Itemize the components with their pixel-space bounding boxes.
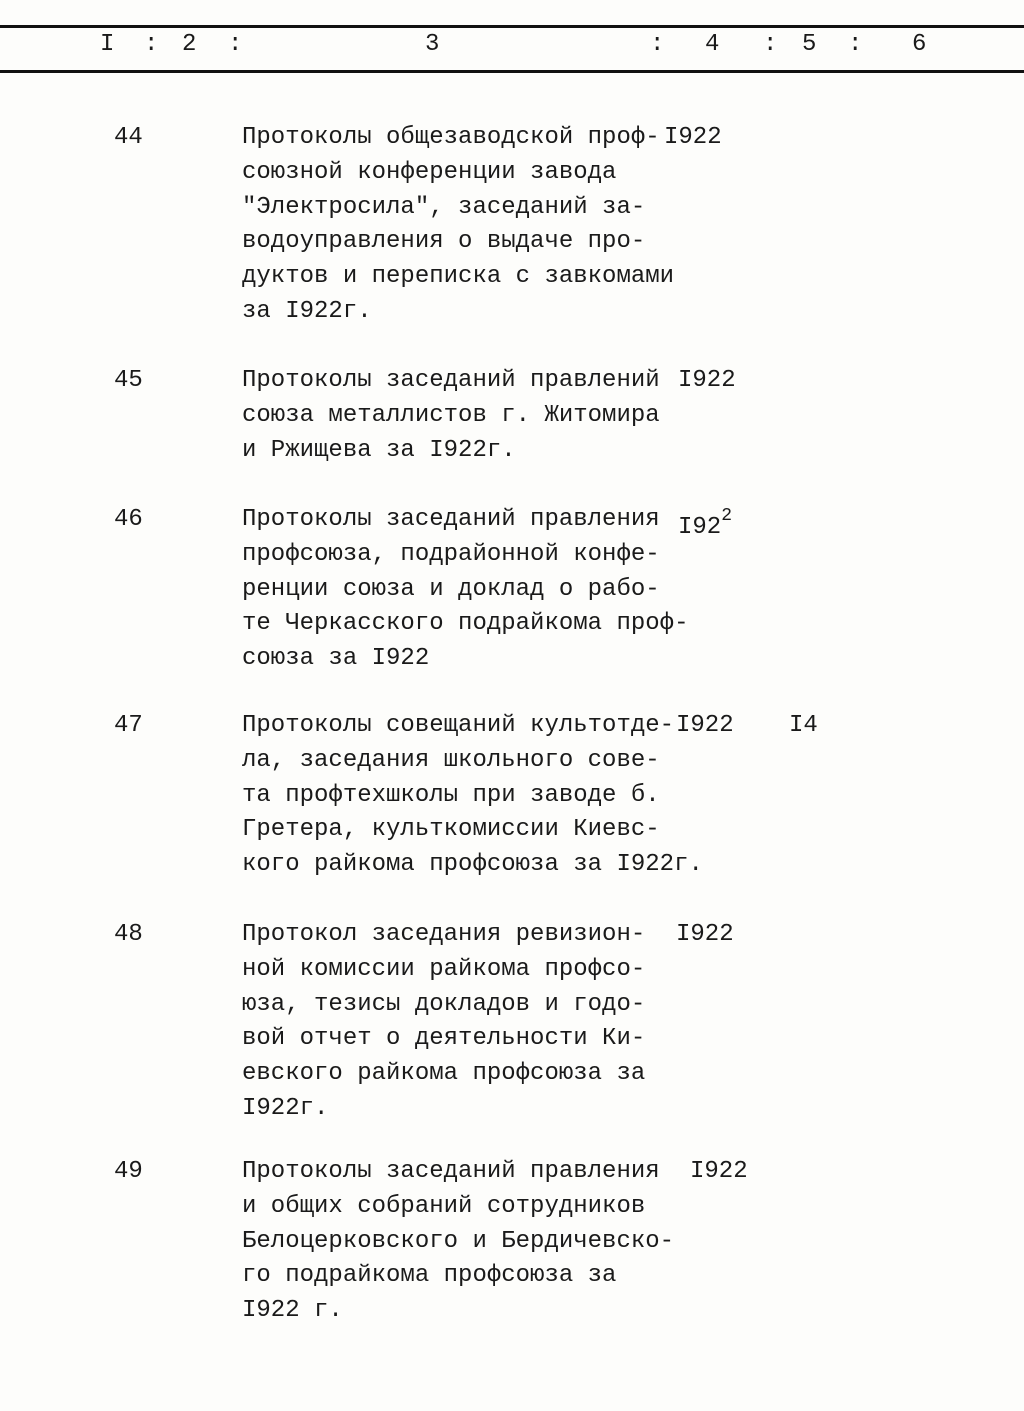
entry-year — [678, 503, 732, 546]
description-line: ренции союза и доклад о рабо- — [242, 575, 660, 603]
entry-year — [664, 121, 722, 156]
description-line: и Ржищева за I922г. — [242, 436, 516, 464]
description-line: та профтехшколы при заводе б. — [242, 781, 660, 809]
description-line: Протоколы совещаний культотде- — [242, 712, 675, 739]
year-text: I922 — [678, 367, 736, 394]
description-line: ной комиссии райкома профсо- — [242, 955, 646, 983]
header-top-rule — [0, 25, 1024, 28]
entry-year — [678, 364, 736, 399]
description-line: и общих собраний сотрудников — [242, 1192, 646, 1220]
entry-year — [676, 918, 734, 953]
entry-description — [242, 503, 688, 677]
description-line: водоуправления о выдаче про- — [242, 228, 646, 256]
year-text: I922 — [676, 712, 734, 739]
description-line: союза за I922 — [242, 645, 430, 673]
description-line: вой отчет о деятельности Ки- — [242, 1025, 646, 1053]
description-line: Протокол заседания ревизион- — [242, 921, 646, 948]
entry-year — [690, 1155, 748, 1190]
entry-number: 48 — [114, 921, 143, 948]
description-line: "Электросила", заседаний за- — [242, 193, 646, 221]
year-text: I922 — [676, 921, 734, 948]
entry-sheets: I4 — [789, 712, 818, 739]
description-line: Белоцерковского и Бердичевско- — [242, 1227, 675, 1255]
entry-number: 47 — [114, 712, 143, 739]
entry-number: 44 — [114, 124, 143, 151]
description-line: го подрайкома профсоюза за — [242, 1262, 617, 1290]
column-1-label: I — [100, 31, 115, 58]
description-line: Протоколы общезаводской проф- — [242, 124, 660, 151]
entry-year — [676, 709, 734, 744]
description-line: профсоюза, подрайонной конфе- — [242, 540, 660, 568]
column-3-label: 3 — [425, 31, 440, 58]
entry-description — [242, 364, 660, 468]
description-line: I922г. — [242, 1094, 329, 1122]
description-line: Протоколы заседаний правления — [242, 1158, 660, 1185]
year-text: I922 — [664, 124, 722, 151]
column-2-label: 2 — [182, 31, 197, 58]
year-text: I92 — [678, 514, 722, 541]
column-separator: : — [848, 31, 863, 58]
column-5-label: 5 — [802, 31, 817, 58]
description-line: ла, заседания школьного сове- — [242, 746, 660, 774]
description-line: кого райкома профсоюза за I922г. — [242, 851, 703, 879]
entry-number: 49 — [114, 1158, 143, 1185]
entry-description — [242, 918, 645, 1127]
description-line: за I922г. — [242, 297, 372, 325]
column-separator: : — [763, 31, 778, 58]
description-line: евского райкома профсоюза за — [242, 1060, 646, 1088]
entry-description — [242, 1155, 674, 1329]
column-separator: : — [144, 31, 159, 58]
year-text: I922 — [690, 1158, 748, 1185]
column-4-label: 4 — [705, 31, 720, 58]
description-line: дуктов и переписка с завкомами — [242, 263, 675, 291]
description-line: союзной конференции завода — [242, 158, 617, 186]
description-line: I922 г. — [242, 1297, 343, 1325]
description-line: Протоколы заседаний правлений — [242, 367, 660, 394]
year-superscript: 2 — [721, 506, 733, 526]
description-line: Гретера, культкомиссии Киевс- — [242, 816, 660, 844]
description-line: союза металлистов г. Житомира — [242, 401, 660, 429]
description-line: те Черкасского подрайкома проф- — [242, 610, 689, 638]
description-line: юза, тезисы докладов и годо- — [242, 990, 646, 1018]
entry-number: 45 — [114, 367, 143, 394]
column-separator: : — [650, 31, 665, 58]
entry-description — [242, 709, 703, 883]
column-6-label: 6 — [912, 31, 927, 58]
entry-description — [242, 121, 674, 330]
entry-number: 46 — [114, 506, 143, 533]
description-line: Протоколы заседаний правления — [242, 506, 660, 533]
header-bottom-rule — [0, 70, 1024, 73]
column-separator: : — [228, 31, 243, 58]
